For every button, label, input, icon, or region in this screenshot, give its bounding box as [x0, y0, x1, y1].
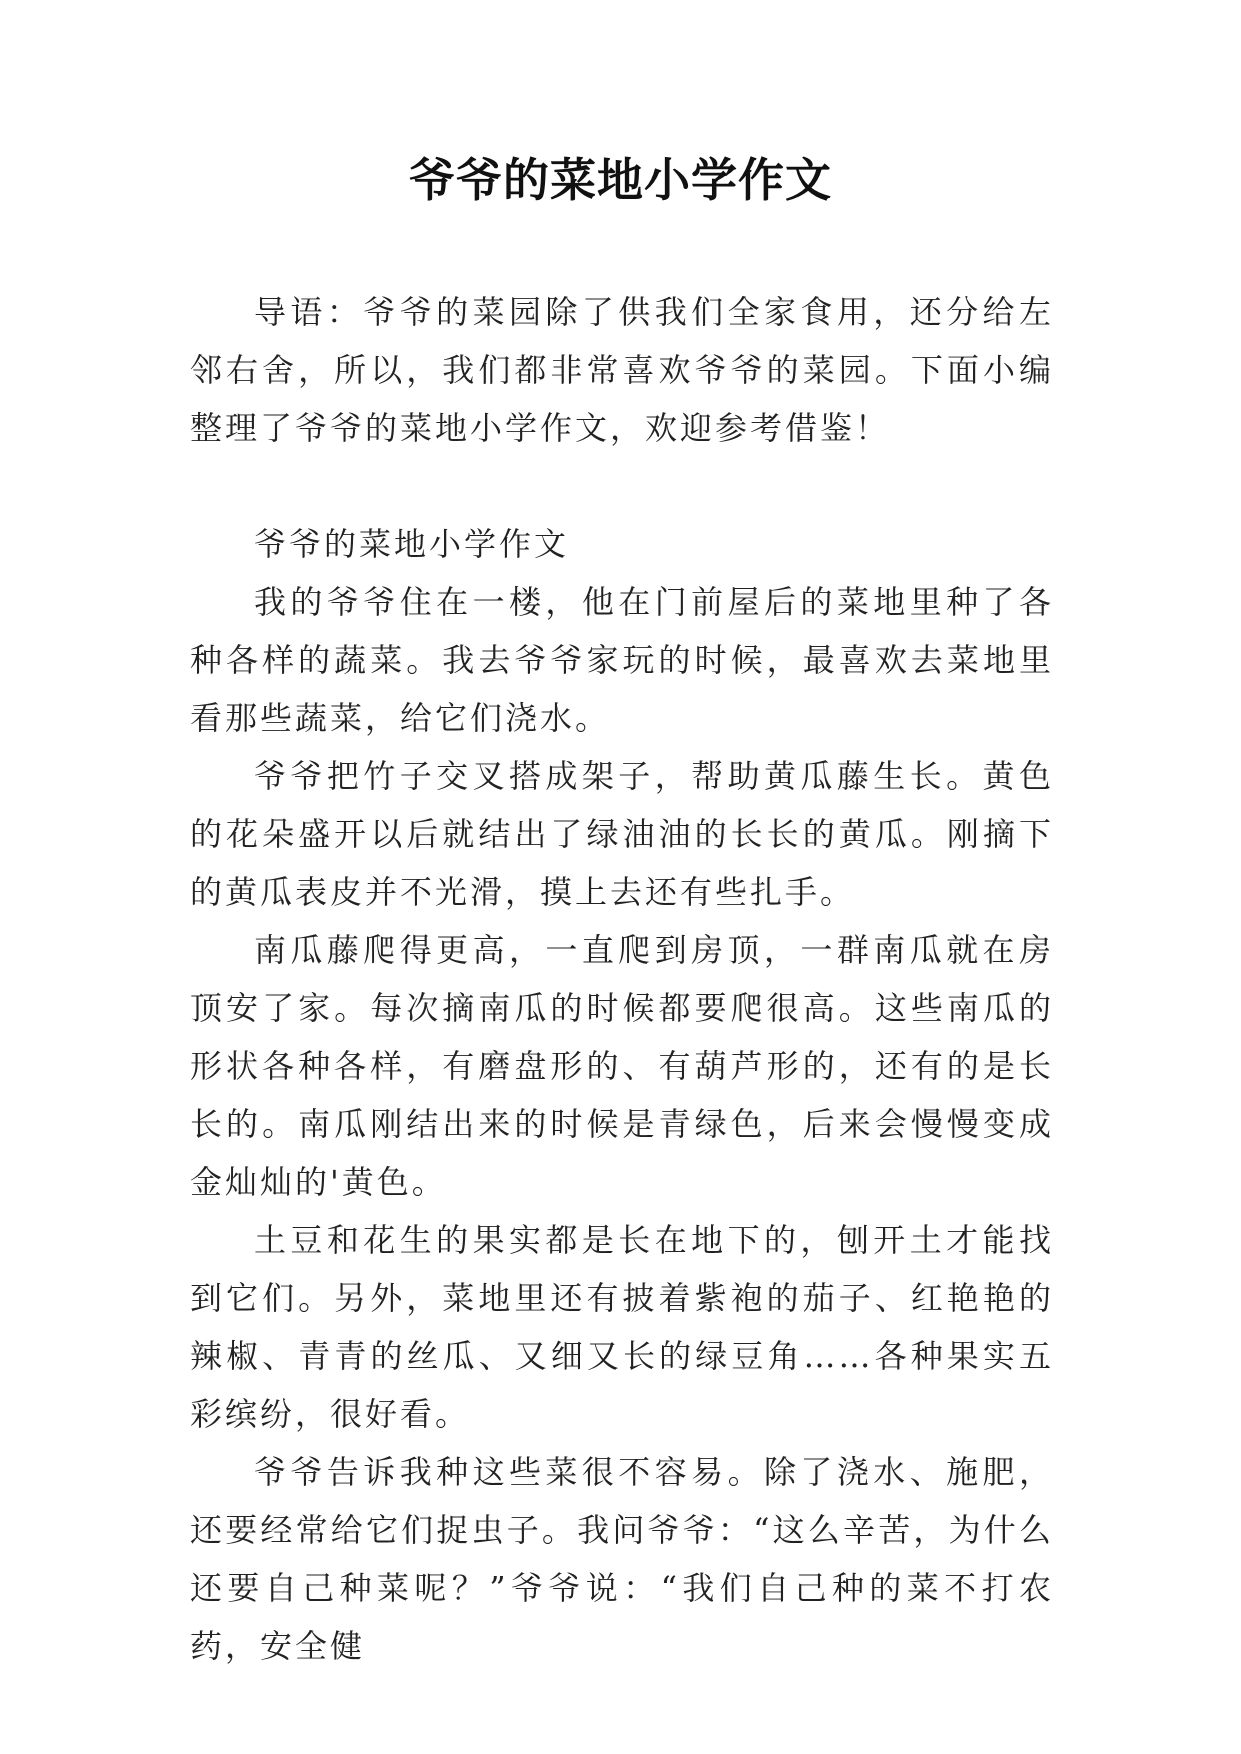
body-paragraph: 我的爷爷住在一楼，他在门前屋后的菜地里种了各种各样的蔬菜。我去爷爷家玩的时候，最喜欢去菜地里看那些蔬菜，给它们浇水。	[190, 583, 1054, 737]
body-paragraph: 爷爷把竹子交叉搭成架子，帮助黄瓜藤生长。黄色的花朵盛开以后就结出了绿油油的长长的黄瓜。刚摘下的黄瓜表皮并不光滑，摸上去还有些扎手。	[190, 757, 1054, 911]
section-heading: 爷爷的菜地小学作文	[254, 525, 570, 563]
body-paragraph: 南瓜藤爬得更高，一直爬到房顶，一群南瓜就在房顶安了家。每次摘南瓜的时候都要爬很高。这些南瓜的形状各种各样，有磨盘形的、有葫芦形的，还有的是长长的。南瓜刚结出来的时候是青绿色，后来会慢慢变成金灿灿的'黄色。	[190, 931, 1054, 1201]
document-title: 爷爷的菜地小学作文	[409, 153, 832, 207]
body-paragraph: 爷爷告诉我种这些菜很不容易。除了浇水、施肥，还要经常给它们捉虫子。我问爷爷：“这么辛苦，为什么还要自己种菜呢？”爷爷说：“我们自己种的菜不打农药，安全健	[190, 1453, 1054, 1665]
intro-paragraph: 导语：爷爷的菜园除了供我们全家食用，还分给左邻右舍，所以，我们都非常喜欢爷爷的菜园。下面小编整理了爷爷的菜地小学作文，欢迎参考借鉴！	[190, 293, 1054, 447]
body-paragraph: 土豆和花生的果实都是长在地下的，刨开土才能找到它们。另外，菜地里还有披着紫袍的茄子、红艳艳的辣椒、青青的丝瓜、又细又长的绿豆角……各种果实五彩缤纷，很好看。	[190, 1221, 1054, 1433]
document-body	[190, 283, 1054, 1675]
